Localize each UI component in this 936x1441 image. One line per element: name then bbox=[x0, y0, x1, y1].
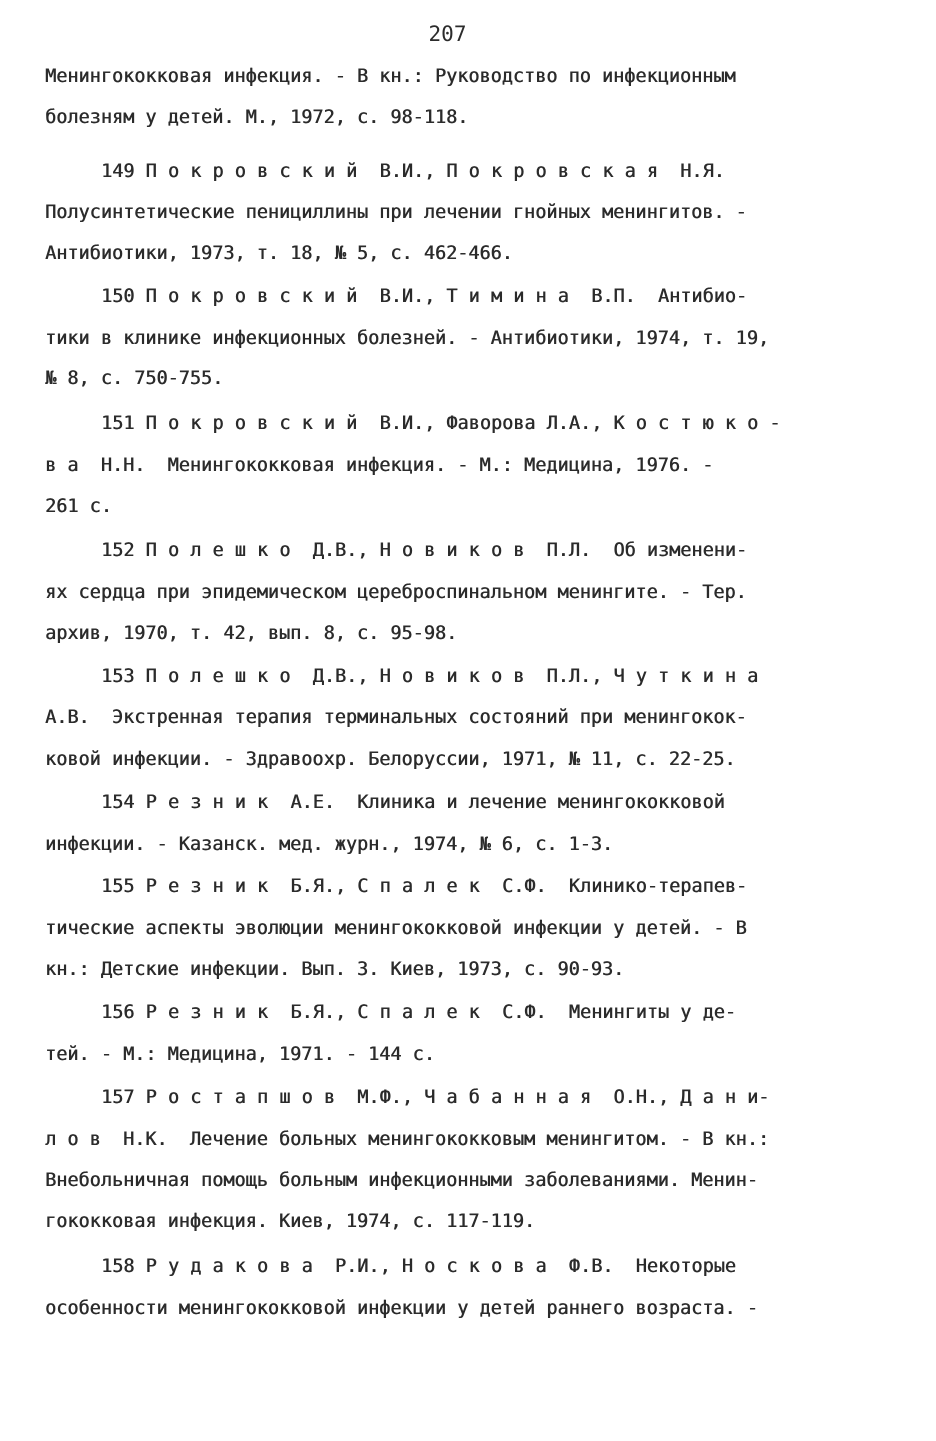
text-line: № 8, с. 750-755. bbox=[45, 368, 224, 389]
reference-entry-156: 156 Р е з н и к Б.Я., С п а л е к С.Ф. Менингиты у де- bbox=[101, 1002, 736, 1023]
text-line: тические аспекты эволюции менингококковой инфекции у детей. - В bbox=[45, 918, 747, 939]
reference-entry-153: 153 П о л е ш к о Д.В., Н о в и к о в П.Л., Ч у т к и н а bbox=[101, 666, 759, 687]
text-line: Полусинтетические пенициллины при лечении гнойных менингитов. - bbox=[45, 202, 747, 223]
text-line: ях сердца при эпидемическом цереброспинальном менингите. - Тер. bbox=[45, 582, 747, 603]
text-line: кн.: Детские инфекции. Вып. 3. Киев, 1973, с. 90-93. bbox=[45, 959, 625, 980]
reference-entry-150: 150 П о к р о в с к и й В.И., Т и м и н а В.П. Антибио- bbox=[101, 286, 748, 307]
reference-entry-158: 158 Р у д а к о в а Р.И., Н о с к о в а Ф.В. Некоторые bbox=[101, 1256, 736, 1277]
text-line: л о в Н.К. Лечение больных менингококковым менингитом. - В кн.: bbox=[45, 1129, 769, 1150]
text-line: Внебольничная помощь больным инфекционными заболеваниями. Менин- bbox=[45, 1170, 758, 1191]
reference-entry-152: 152 П о л е ш к о Д.В., Н о в и к о в П.Л. Об изменени- bbox=[101, 540, 748, 561]
page-number: 207 bbox=[428, 22, 467, 46]
text-line: в а Н.Н. Менингококковая инфекция. - М.: Медицина, 1976. - bbox=[45, 455, 714, 476]
reference-entry-151: 151 П о к р о в с к и й В.И., Фаворова Л.А., К о с т ю к о - bbox=[101, 413, 781, 434]
text-line: инфекции. - Казанск. мед. журн., 1974, № 6, с. 1-3. bbox=[45, 834, 614, 855]
text-line: А.В. Экстренная терапия терминальных состояний при менингокок- bbox=[45, 707, 747, 728]
text-line: болезням у детей. М., 1972, с. 98-118. bbox=[45, 107, 469, 128]
text-line: Менингококковая инфекция. - В кн.: Руководство по инфекционным bbox=[45, 66, 736, 87]
text-line: особенности менингококковой инфекции у детей раннего возраста. - bbox=[45, 1298, 758, 1319]
text-line: гококковая инфекция. Киев, 1974, с. 117-119. bbox=[45, 1211, 536, 1232]
reference-entry-149: 149 П о к р о в с к и й В.И., П о к р о в с к а я Н.Я. bbox=[101, 161, 725, 182]
reference-entry-157: 157 Р о с т а п ш о в М.Ф., Ч а б а н н а я О.Н., Д а н и- bbox=[101, 1087, 770, 1108]
text-line: ковой инфекции. - Здравоохр. Белоруссии, 1971, № 11, с. 22-25. bbox=[45, 749, 736, 770]
text-line: архив, 1970, т. 42, вып. 8, с. 95-98. bbox=[45, 623, 458, 644]
reference-entry-155: 155 Р е з н и к Б.Я., С п а л е к С.Ф. Клинико-терапев- bbox=[101, 876, 748, 897]
text-line: Антибиотики, 1973, т. 18, № 5, с. 462-466. bbox=[45, 243, 513, 264]
text-line: 261 с. bbox=[45, 496, 112, 517]
text-line: тики в клинике инфекционных болезней. - Антибиотики, 1974, т. 19, bbox=[45, 328, 769, 349]
reference-entry-154: 154 Р е з н и к А.Е. Клиника и лечение менингококковой bbox=[101, 792, 725, 813]
text-line: тей. - М.: Медицина, 1971. - 144 с. bbox=[45, 1044, 435, 1065]
